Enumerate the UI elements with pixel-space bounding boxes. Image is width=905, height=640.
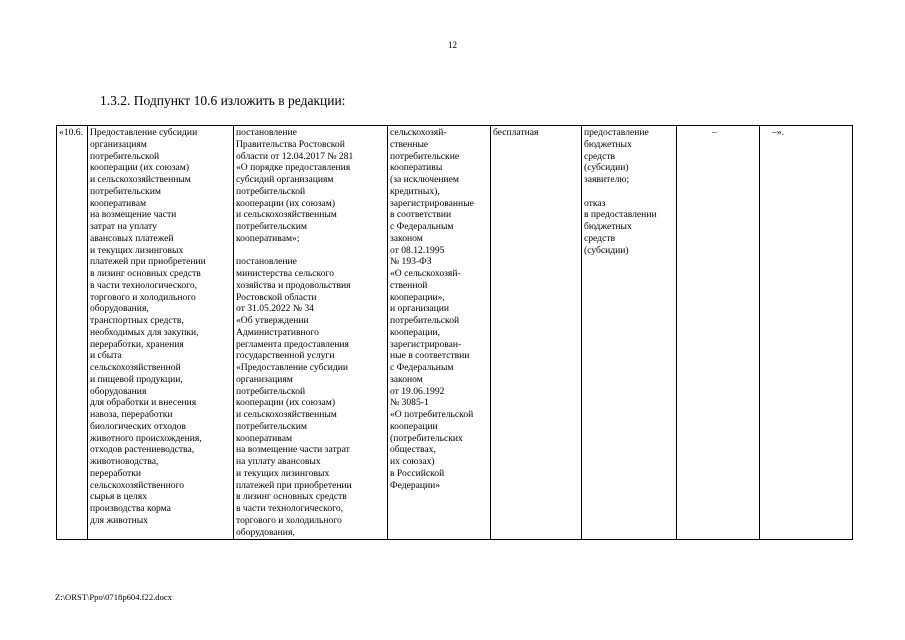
table-row — [57, 126, 853, 540]
section-heading: 1.3.2. Подпункт 10.6 изложить в редакции: — [100, 93, 346, 108]
item-number-cell: «10.6. — [57, 126, 88, 540]
result-cell: предоставление бюджетных средств (субсидии) заявителю; отказ в предоставлении бюджетных средств (субсидии) — [582, 126, 677, 540]
file-path-footer: Z:\ORST\Ppo\0718p604.f22.docx — [55, 592, 172, 602]
column-8-cell: –». — [760, 126, 853, 540]
service-name-cell: Предоставление субсидии организациям потребительской кооперации (их союзам) и сельскохозяйственным потребительским кооперативам на возмещение части затрат на уплату авансовых платежей и текущих лизинговых платежей при приобретении в лизинг основных средств в части технологического, торгового и холодильного оборудования, транспортных средств, необходимых для закупки, переработки, хранения и сбыта сельскохозяйственной и пищевой продукции, оборудования для обработки и внесения навоза, переработки биологических отходов животного происхождения, отходов растениеводства, животноводства, переработки сельскохозяйственного сырья в целях производства корма для животных — [88, 126, 234, 540]
payment-cell: бесплатная — [491, 126, 582, 540]
legal-basis-cell: постановление Правительства Ростовской области от 12.04.2017 № 281 «О порядке предоставления субсидий организациям потребительской кооперации (их союзам) и сельскохозяйственным потребительским кооперативам»; постановление министерства сельского хозяйства и продовольствия Ростовской области от 31.05.2022 № 34 «Об утверждении Административного регламента предоставления государственной услуги «Предоставление субсидии организациям потребительской кооперации (их союзам) и сельскохозяйственным потребительским кооперативам на возмещение части затрат на уплату авансовых и текущих лизинговых платежей при приобретении в лизинг основных средств в части технологического, торгового и холодильного оборудования, — [234, 126, 388, 540]
services-table — [56, 125, 853, 540]
recipients-cell: сельскохозяй- ственные потребительские кооперативы (за исключением кредитных), зарегистрированные в соответствии с Федеральным законом от 08.12.1995 № 193-ФЗ «О сельскохозяй- ственной кооперации», и организации потребительской кооперации, зарегистрирован- ные в соответствии с Федеральным законом от 19.06.1992 № 3085-1 «О потребительской кооперации (потребительских обществах, их союзах) в Российской Федерации» — [388, 126, 491, 540]
column-7-cell: – — [677, 126, 760, 540]
page-number: 12 — [448, 40, 457, 50]
